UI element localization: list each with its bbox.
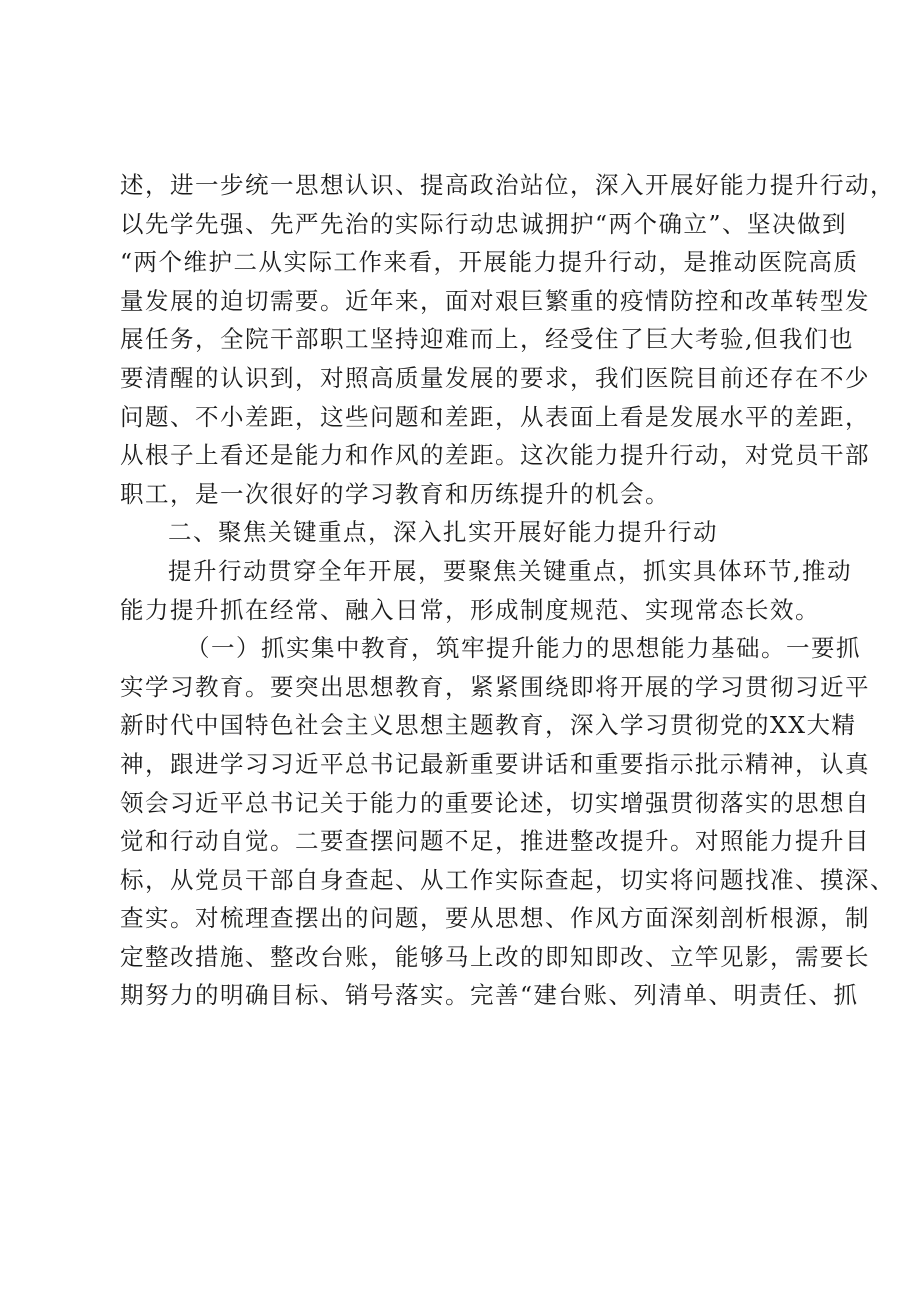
text-line: 职工，是一次很好的学习教育和历练提升的机会。 xyxy=(120,479,670,508)
text-line: 述，进一步统一思想认识、提高政治站位，深入开展好能力提升行动， xyxy=(120,171,895,199)
text-line: 展任务，全院干部职工坚持迎难而上，经受住了巨大考验,但我们也 xyxy=(120,325,854,354)
text-line: 能力提升抓在经常、融入日常，形成制度规范、实现常态长效。 xyxy=(120,595,820,624)
text-line: 要清醒的认识到，对照高质量发展的要求，我们医院目前还存在不少 xyxy=(120,363,870,392)
text-line: 问题、不小差距，这些问题和差距，从表面上看是发展水平的差距， xyxy=(120,402,870,431)
text-line: 以先学先强、先严先治的实际行动忠诚拥护“两个确立”、坚决做到 xyxy=(120,209,848,238)
text-line: 领会习近平总书记关于能力的重要论述，切实增强贯彻落实的思想自 xyxy=(120,788,870,817)
section-heading: 二、聚焦关键重点，深入扎实开展好能力提升行动 xyxy=(168,518,718,547)
text-line: 量发展的迫切需要。近年来，面对艰巨繁重的疫情防控和改革转型发 xyxy=(120,286,870,315)
subsection-heading: （一）抓实集中教育，筑牢提升能力的思想能力基础。一要抓 xyxy=(186,634,861,663)
text-line: 提升行动贯穿全年开展，要聚焦关键重点，抓实具体环节,推动 xyxy=(168,556,852,585)
body-text xyxy=(120,166,895,1015)
text-line: “两个维护二从实际工作来看，开展能力提升行动，是推动医院高质 xyxy=(120,248,859,277)
text-line: 神，跟进学习习近平总书记最新重要讲话和重要指示批示精神，认真 xyxy=(120,749,870,778)
text-line: 实学习教育。要突出思想教育，紧紧围绕即将开展的学习贯彻习近平 xyxy=(120,672,870,701)
text-line: 定整改措施、整改台账，能够马上改的即知即改、立竿见影，需要长 xyxy=(120,942,870,971)
text-line: 觉和行动自觉。二要查摆问题不足，推进整改提升。对照能力提升目 xyxy=(120,827,870,856)
text-line: 标，从党员干部自身查起、从工作实际查起，切实将问题找准、摸深、 xyxy=(120,865,895,894)
text-line: 查实。对梳理查摆出的问题，要从思想、作风方面深刻剖析根源，制 xyxy=(120,904,870,933)
text-line: 新时代中国特色社会主义思想主题教育，深入学习贯彻党的XX大精 xyxy=(120,711,857,740)
text-line: 从根子上看还是能力和作风的差距。这次能力提升行动，对党员干部 xyxy=(120,441,870,470)
text-line: 期努力的明确目标、销号落实。完善“建台账、列清单、明责任、抓 xyxy=(120,981,859,1010)
